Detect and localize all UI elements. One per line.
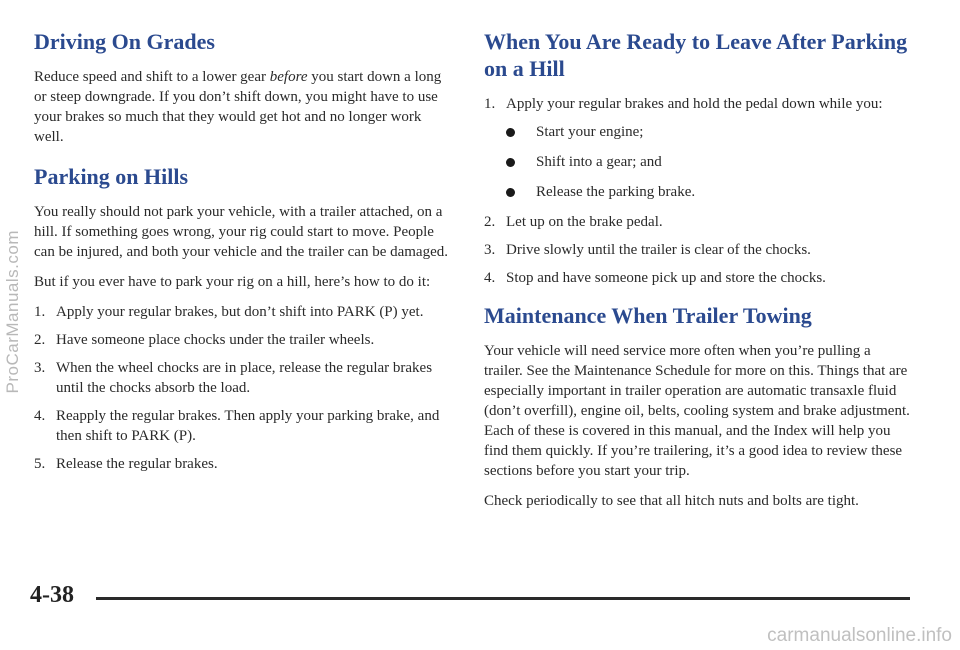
bullet-item	[484, 182, 912, 202]
heading-parking-on-hills: Parking on Hills	[34, 164, 189, 189]
page-footer	[30, 582, 910, 612]
step-text: Apply your regular brakes, but don’t shift into PARK (P) yet.	[56, 304, 424, 320]
heading-driving-on-grades: Driving On Grades	[34, 29, 215, 54]
watermark-side: ProCarManuals.com	[3, 230, 22, 394]
step-number: 2.	[484, 214, 496, 230]
step-number: 3.	[484, 242, 496, 258]
step-number: 5.	[34, 456, 46, 472]
step-text: Stop and have someone pick up and store the chocks.	[506, 270, 826, 286]
step-text: Have someone place chocks under the trailer wheels.	[56, 332, 375, 348]
list-item	[484, 240, 912, 260]
step-text: Release the regular brakes.	[56, 456, 218, 472]
paragraph-maintenance: Your vehicle will need service more often when you’re pulling a trailer. See the Maintenance Schedule for more on this. Things that are especially important in trailer operation are automatic transaxle fluid (don’t overfill), engine oil, belts, cooling system and brake adjustment. Each of these is covered in this manual, and the Index will help you find them quickly. If you’re trailering, it’s a good idea to review these sections before you start your trip.	[484, 343, 910, 479]
list-item	[34, 358, 454, 398]
parking-steps-list	[34, 302, 454, 474]
paragraph-driving-on-grades	[34, 67, 454, 147]
bullet-item	[484, 122, 912, 142]
step-text: When the wheel chocks are in place, release the regular brakes until the chocks absorb the load.	[56, 360, 433, 396]
step-number: 3.	[34, 360, 46, 376]
list-item	[484, 268, 912, 288]
left-column	[34, 28, 454, 482]
step-number: 4.	[34, 408, 46, 424]
list-item	[484, 212, 912, 232]
step-number: 2.	[34, 332, 46, 348]
step-number: 1.	[484, 96, 496, 112]
leaving-bullets-list	[484, 122, 912, 202]
list-item	[34, 454, 454, 474]
right-column	[484, 28, 912, 521]
step-number: 1.	[34, 304, 46, 320]
heading-ready-to-leave: When You Are Ready to Leave After Parking on a Hill	[484, 29, 908, 81]
step-number: 4.	[484, 270, 496, 286]
step-text: Drive slowly until the trailer is clear of the chocks.	[506, 242, 811, 258]
bullet-icon	[506, 188, 515, 197]
emphasis-before: before	[269, 69, 308, 85]
list-item	[484, 94, 912, 114]
text-run: you start down a long or steep downgrade. If you don’t shift down, you might have to use your brakes so much that they would get hot and no longer work well.	[34, 69, 442, 145]
paragraph-parking-intro: But if you ever have to park your rig on a hill, here’s how to do it:	[34, 274, 431, 290]
watermark-bottom: carmanualsonline.info	[767, 625, 952, 646]
bullet-icon	[506, 128, 515, 137]
bullet-text: Release the parking brake.	[536, 184, 696, 200]
text-run: Reduce speed and shift to a lower gear	[34, 69, 270, 85]
step-text: Let up on the brake pedal.	[506, 214, 663, 230]
bullet-icon	[506, 158, 515, 167]
paragraph-check-hitch: Check periodically to see that all hitch nuts and bolts are tight.	[484, 493, 859, 509]
leaving-steps-list-continued	[484, 212, 912, 288]
bullet-text: Start your engine;	[536, 124, 644, 140]
leaving-steps-list	[484, 94, 912, 114]
list-item	[34, 330, 454, 350]
list-item	[34, 302, 454, 322]
page-number: 4-38	[30, 582, 74, 608]
paragraph-parking-warning: You really should not park your vehicle, with a trailer attached, on a hill. If something goes wrong, your rig could start to move. People can be injured, and both your vehicle and the trailer can be damaged.	[34, 204, 448, 260]
step-text: Reapply the regular brakes. Then apply your parking brake, and then shift to PARK (P).	[56, 408, 440, 444]
step-text: Apply your regular brakes and hold the pedal down while you:	[506, 96, 883, 112]
footer-rule	[96, 597, 910, 600]
bullet-text: Shift into a gear; and	[536, 154, 662, 170]
bullet-item	[484, 152, 912, 172]
heading-maintenance-trailer-towing: Maintenance When Trailer Towing	[484, 303, 812, 328]
list-item	[34, 406, 454, 446]
